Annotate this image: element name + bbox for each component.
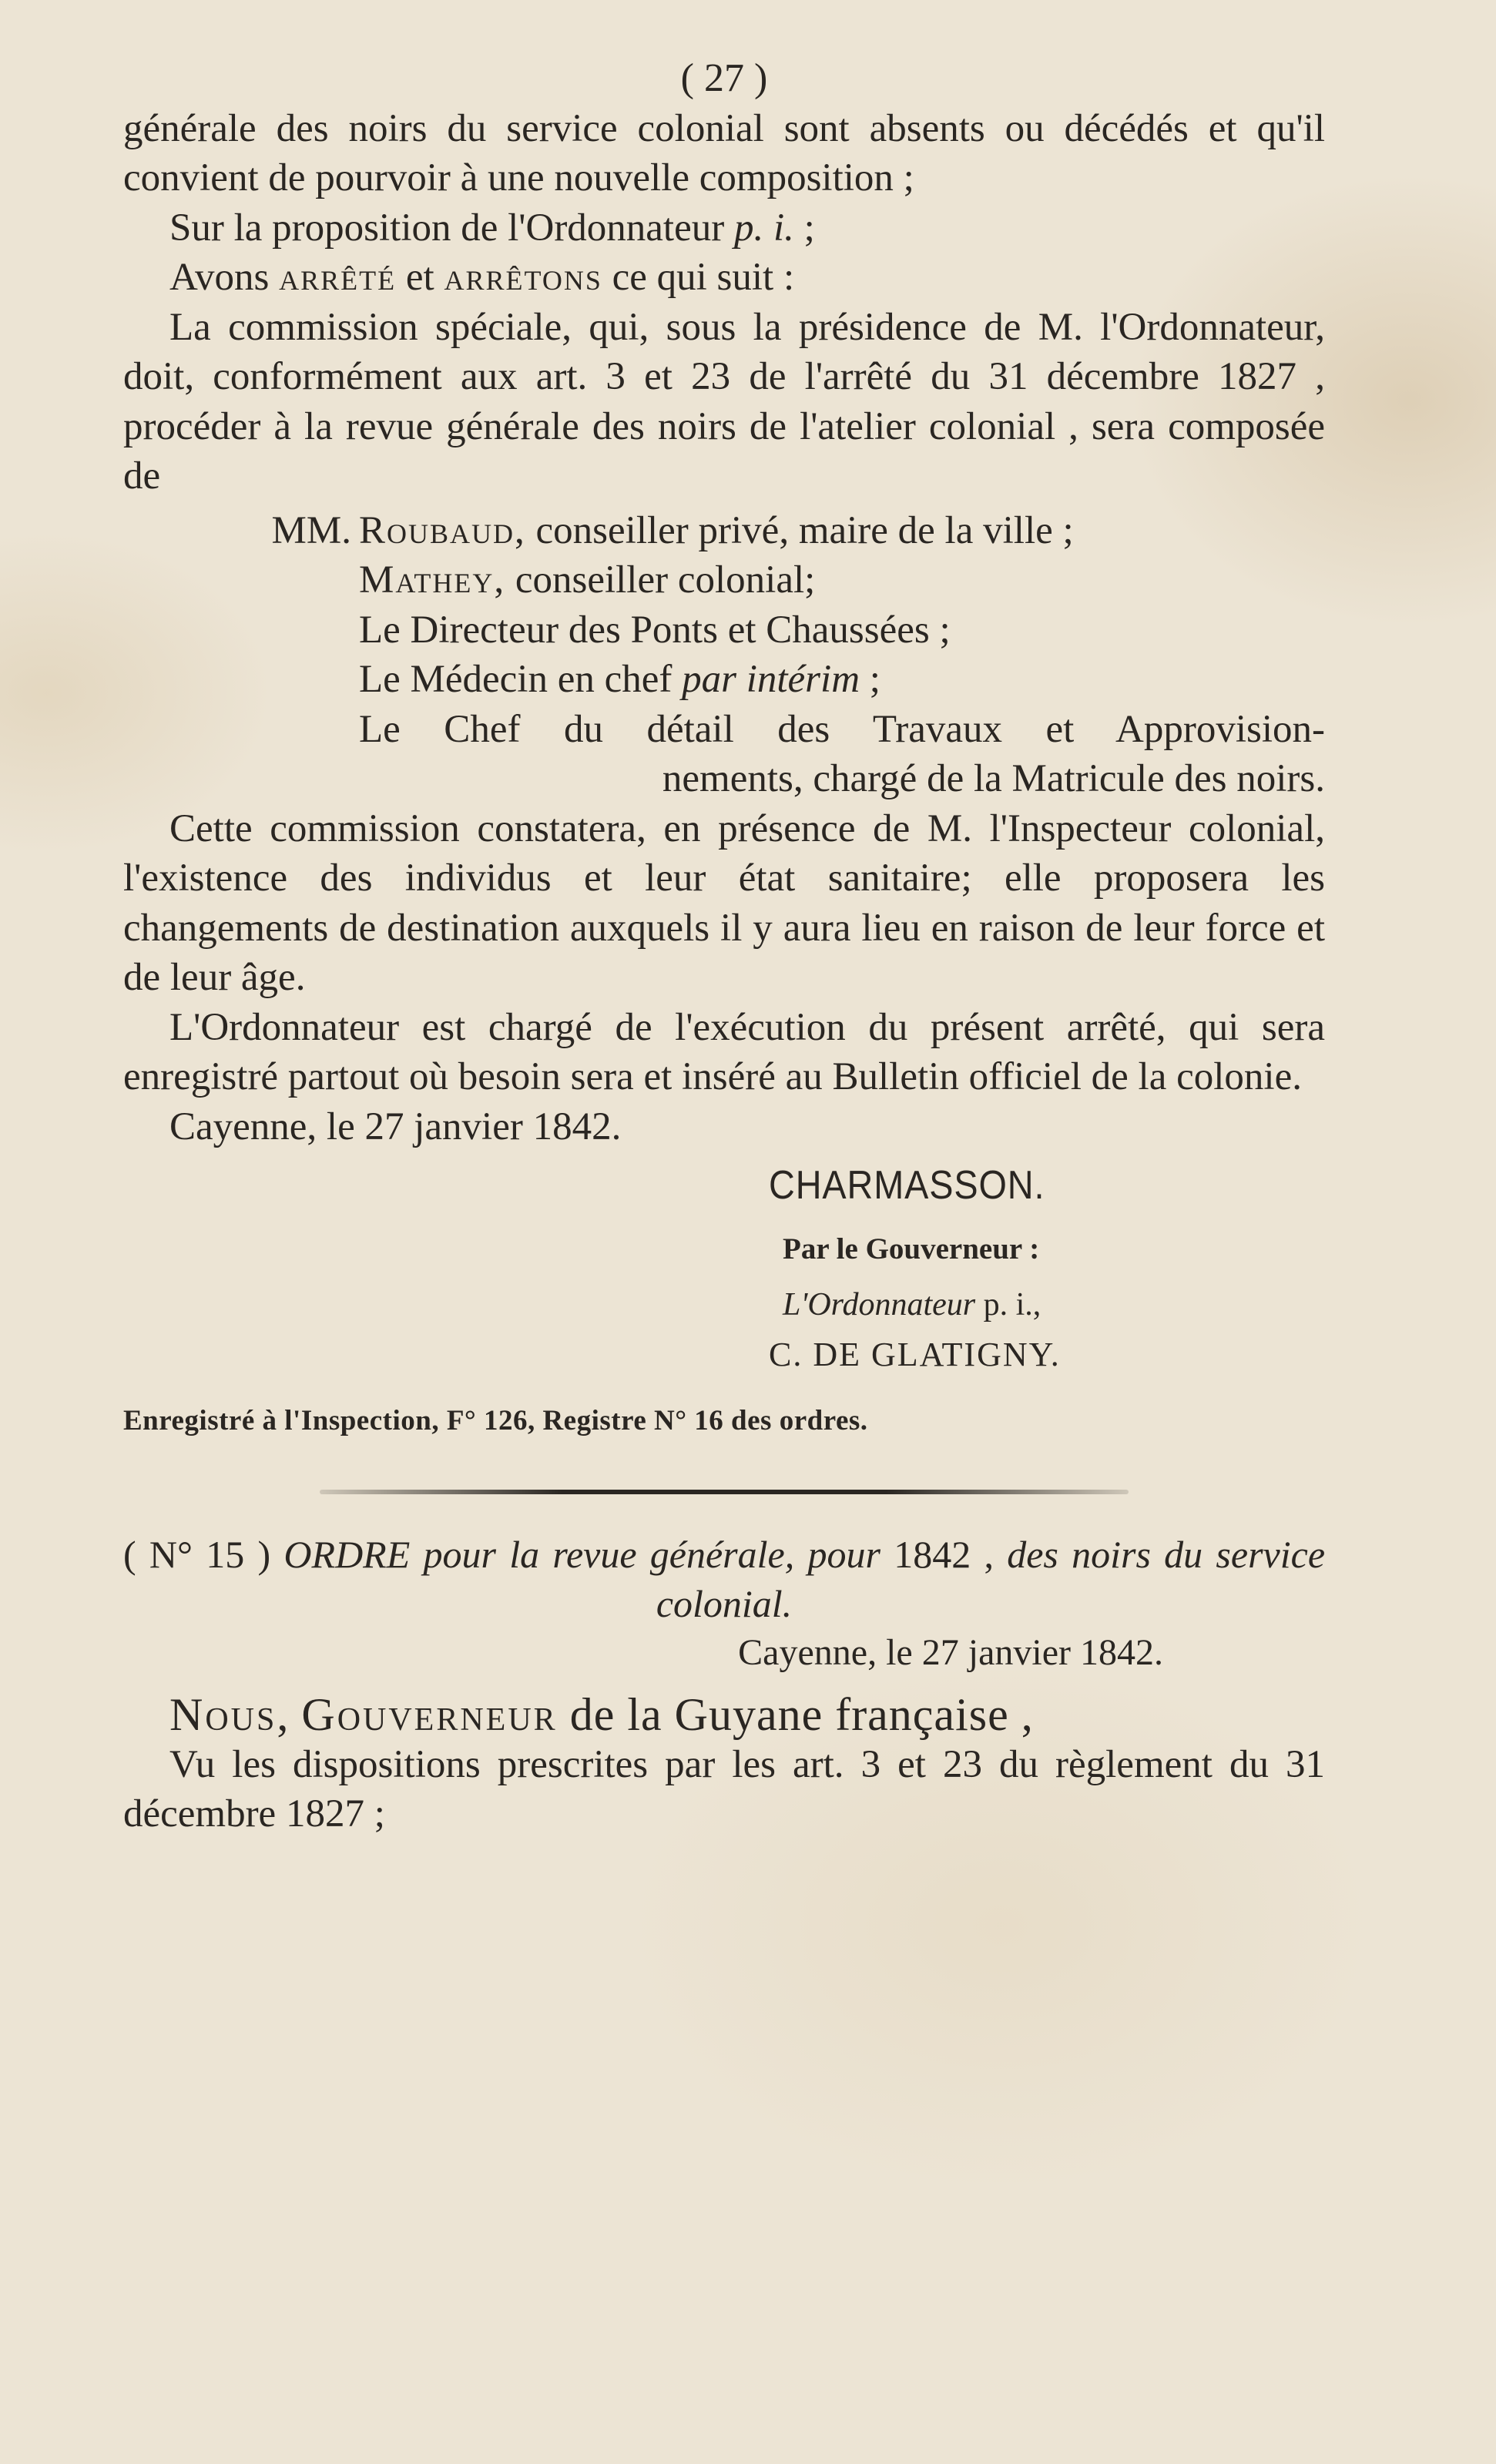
small-caps-text: arrêté — [279, 256, 397, 299]
member-item: Le Directeur des Ponts et Chaussées ; — [359, 608, 951, 652]
italic-text: p. i. — [733, 206, 794, 250]
paragraph-constatera: Cette commission constatera, en présence de M. l'Inspecteur colonial, l'existence des individus et leur état sanitaire; elle proposera les changements de destination auxquels il y aura lieu en raison de leur force et de leur âge. — [123, 806, 1325, 999]
text: nements, chargé de la Matricule des noirs. — [662, 757, 1325, 800]
member-row — [123, 555, 1325, 605]
member-row — [123, 605, 1325, 655]
member-item — [359, 705, 1325, 804]
signature-glatigny: C. DE GLATIGNY. — [769, 1335, 1061, 1373]
small-caps-text: Gouverneur — [301, 1689, 558, 1740]
text: conseiller privé, maire de la ville ; — [525, 508, 1074, 552]
registration-line: Enregistré à l'Inspection, F° 126, Registre N° 16 des ordres. — [123, 1405, 868, 1436]
paragraph-continuation: générale des noirs du service colonial sont absents ou décédés et qu'il convient de pourvoir à une nouvelle composition ; — [123, 106, 1325, 199]
signature-charmasson: CHARMASSON. — [769, 1163, 1045, 1208]
spacer — [123, 605, 359, 655]
text: Sur la proposition de l'Ordonnateur — [169, 206, 734, 250]
ordonnateur-line — [783, 1280, 1325, 1330]
text: p. i., — [975, 1287, 1041, 1323]
member-row — [123, 655, 1325, 705]
text: Le Chef du détail des Travaux et Approvision- — [359, 707, 1325, 751]
text: Le Médecin en chef — [359, 658, 683, 701]
small-caps-text: arrêtons — [444, 256, 602, 299]
divider-rule — [320, 1490, 1129, 1494]
text: de la Guyane française , — [557, 1689, 1034, 1740]
paragraph-execution: L'Ordonnateur est chargé de l'exécution du présent arrêté, qui sera enregistré partout où besoin sera et inséré au Bulletin officiel de la colonie. — [123, 1005, 1325, 1098]
member-name: Roubaud, — [359, 508, 526, 552]
order-number: ( N° 15 ) — [123, 1532, 284, 1576]
italic-text: des noirs du service colonial. — [656, 1532, 1326, 1625]
text: 1842 , — [880, 1532, 1008, 1576]
text: conseiller colonial; — [505, 558, 816, 602]
member-row — [123, 705, 1325, 804]
italic-text: par intérim — [682, 658, 860, 701]
paragraph-proposition — [123, 203, 1325, 253]
member-item — [359, 655, 1325, 705]
page-number: ( 27 ) — [680, 56, 768, 100]
spacer — [123, 555, 359, 605]
paragraph-commission: La commission spéciale, qui, sous la présidence de M. l'Ordonnateur, doit, conformément aux art. 3 et 23 de l'arrêté du 31 décembre 1827 , procéder à la revue générale des noirs de l'atelier colonial , sera composée de — [123, 305, 1325, 498]
text: ; — [793, 206, 815, 250]
order-date: Cayenne, le 27 janvier 1842. — [738, 1631, 1163, 1673]
members-lead: MM. — [271, 508, 351, 552]
paragraph-arretons — [123, 253, 1325, 303]
by-governor: Par le Gouverneur : — [783, 1232, 1040, 1266]
italic-text: ORDRE pour la revue générale, pour — [283, 1532, 880, 1576]
text: , — [277, 1689, 302, 1740]
member-item — [359, 555, 1325, 605]
spacer — [123, 655, 359, 705]
italic-text: L'Ordonnateur — [783, 1287, 976, 1323]
member-item — [359, 506, 1325, 556]
date-line: Cayenne, le 27 janvier 1842. — [169, 1105, 622, 1148]
text: Avons — [169, 256, 280, 299]
paragraph-vu: Vu les dispositions prescrites par les art. 3 et 23 du règlement du 31 décembre 1827 ; — [123, 1742, 1325, 1835]
members-list — [123, 506, 1325, 804]
member-row — [123, 506, 1325, 556]
page-content — [123, 54, 1325, 1839]
text: et — [396, 256, 444, 299]
text: ; — [860, 658, 880, 701]
order-heading — [123, 1530, 1325, 1628]
nous-gouverneur-line — [123, 1690, 1325, 1740]
small-caps-text: Nous — [169, 1689, 277, 1740]
member-name: Mathey, — [359, 558, 506, 602]
spacer — [123, 705, 359, 804]
text: ce qui suit : — [602, 256, 795, 299]
